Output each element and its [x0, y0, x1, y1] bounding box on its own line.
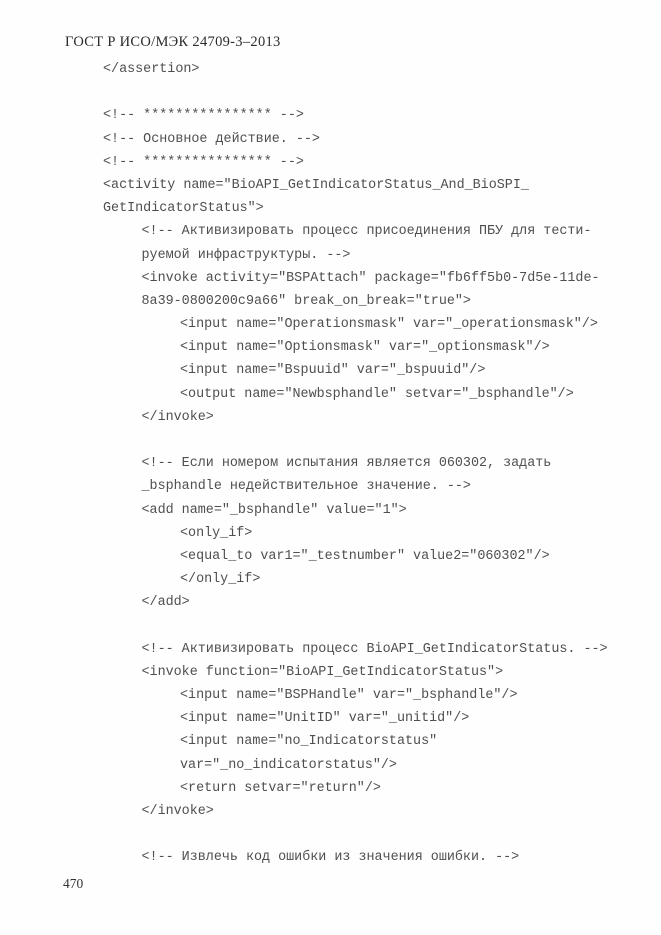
code-line: <input name="no_Indicatorstatus" [180, 734, 438, 750]
code-line: <only_if> [180, 525, 253, 541]
code-line-blank [103, 81, 608, 104]
code-line: </add> [141, 595, 190, 611]
code-line: <input name="BSPHandle" var="_bsphandle"/> [180, 688, 518, 704]
code-line: <!-- Основное действие. --> [103, 131, 320, 147]
code-line: руемой инфраструктуры. --> [141, 247, 351, 263]
code-line: </invoke> [141, 804, 214, 819]
code-line: <input name="UnitID" var="_unitid"/> [180, 711, 470, 727]
code-line-blank [103, 429, 608, 452]
code-line: GetIndicatorStatus"> [103, 201, 264, 217]
code-line: <invoke function="BioAPI_GetIndicatorStatus"> [141, 664, 504, 680]
code-line: <!-- **************** --> [103, 108, 304, 124]
code-line: </assertion> [103, 62, 200, 77]
code-line: <!-- Если номером испытания является 060302, задать [141, 456, 552, 472]
code-line: _bsphandle недействительное значение. --> [141, 479, 471, 495]
code-line: <activity name="BioAPI_GetIndicatorStatus_And_BioSPI_ [103, 177, 529, 193]
code-line: <invoke activity="BSPAttach" package="fb6ff5b0-7d5e-11de- [141, 270, 600, 286]
code-line: <!-- **************** --> [103, 154, 304, 170]
code-line: <return setvar="return"/> [180, 780, 381, 796]
code-line: <add name="_bsphandle" value="1"> [141, 502, 407, 518]
code-line: <input name="Optionsmask" var="_optionsmask"/> [180, 340, 550, 356]
code-line: </invoke> [141, 409, 214, 425]
code-line: 8a39-0800200c9a66" break_on_break="true"> [141, 293, 471, 309]
code-line: <!-- Извлечь код ошибки из значения ошибки. --> [141, 850, 520, 866]
document-header-standard-number: ГОСТ Р ИСО/МЭК 24709-3–2013 [65, 34, 281, 50]
page-number: 470 [63, 876, 84, 891]
code-block [103, 58, 608, 870]
code-line: <input name="Operationsmask" var="_operationsmask"/> [180, 317, 598, 333]
code-line: var="_no_indicatorstatus"/> [180, 757, 397, 773]
code-line-blank [103, 615, 608, 638]
code-line: <output name="Newbsphandle" setvar="_bsphandle"/> [180, 386, 574, 402]
code-line: <equal_to var1="_testnumber" value2="060302"/> [180, 548, 550, 564]
code-line: <!-- Активизировать процесс присоединения ПБУ для тести- [141, 224, 592, 240]
code-line: </only_if> [180, 572, 261, 588]
code-line-blank [103, 823, 608, 846]
code-line: <!-- Активизировать процесс BioAPI_GetIndicatorStatus. --> [141, 641, 608, 657]
code-line: <input name="Bspuuid" var="_bspuuid"/> [180, 363, 486, 379]
